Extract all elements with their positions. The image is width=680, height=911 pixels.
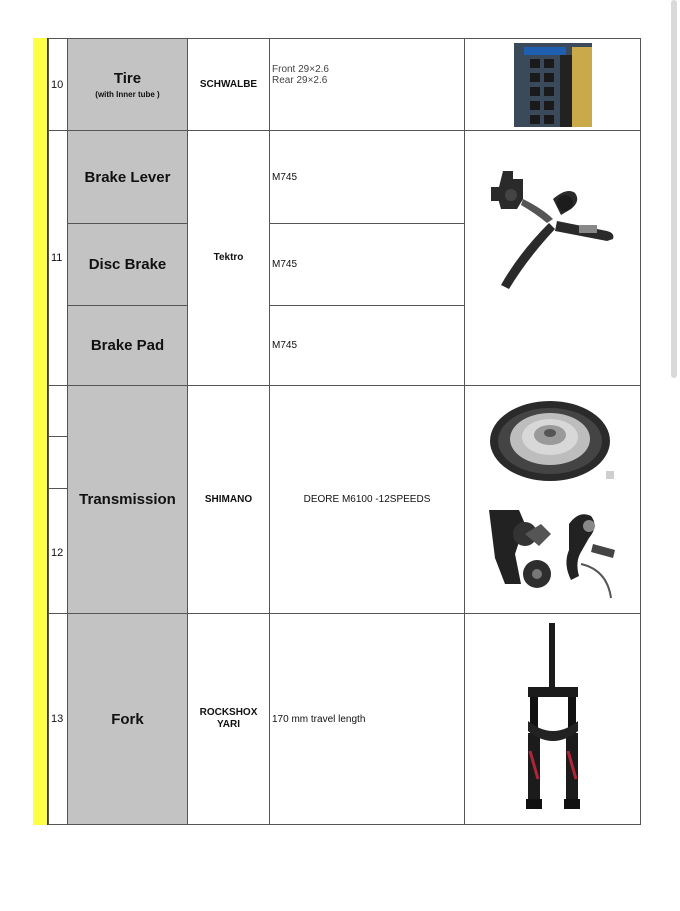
part-name: Tire xyxy=(113,70,142,87)
spec-cell: 170 mm travel length xyxy=(269,613,465,825)
suspension-fork-photo xyxy=(518,621,588,817)
brand-cell xyxy=(187,613,270,825)
part-name: Brake Lever xyxy=(84,168,171,186)
brand-cell: SCHWALBE xyxy=(187,38,270,131)
part-name: Brake Pad xyxy=(90,337,165,354)
part-name-cell xyxy=(67,613,188,825)
spec-cell: M745 xyxy=(269,305,465,386)
spec-line: Rear 29×2.6 xyxy=(272,74,328,86)
row-divider xyxy=(48,488,67,489)
part-name: Transmission xyxy=(79,491,176,508)
tire-tread-photo xyxy=(514,43,592,127)
spec-cell: M745 xyxy=(269,223,465,306)
highlight-strip xyxy=(33,38,48,825)
part-name-cell xyxy=(67,130,188,224)
image-cell xyxy=(464,38,641,131)
part-name: Disc Brake xyxy=(88,256,167,273)
part-name-cell xyxy=(67,305,188,386)
part-name-cell xyxy=(67,385,188,614)
part-name-cell xyxy=(67,38,188,131)
row-divider xyxy=(48,436,67,437)
brand-cell: Tektro xyxy=(187,130,270,386)
row-number: 11 xyxy=(48,130,68,386)
image-cell xyxy=(464,130,641,386)
hydraulic-brake-lever-caliper-photo xyxy=(483,151,623,291)
part-subtitle: (with Inner tube ) xyxy=(95,90,160,99)
scrollbar[interactable] xyxy=(671,0,677,378)
image-cell xyxy=(464,385,641,614)
spec-cell: M745 xyxy=(269,130,465,224)
image-cell xyxy=(464,613,641,825)
part-name-cell xyxy=(67,223,188,306)
brand-line: YARI xyxy=(217,719,240,730)
spec-cell xyxy=(269,38,465,131)
cassette-sprocket-photo xyxy=(488,395,618,485)
row-number: 12 xyxy=(48,385,68,614)
row-number: 13 xyxy=(48,613,68,825)
spec-table xyxy=(33,38,641,825)
spec-cell: DEORE M6100 -12SPEEDS xyxy=(269,385,465,614)
rear-derailleur-shifter-photo xyxy=(485,504,621,604)
row-number: 10 xyxy=(48,38,68,131)
part-name: Fork xyxy=(111,710,144,728)
brand-cell: SHIMANO xyxy=(187,385,270,614)
spec-line: Front 29×2.6 xyxy=(272,63,329,75)
brand-line: ROCKSHOX xyxy=(199,707,258,718)
